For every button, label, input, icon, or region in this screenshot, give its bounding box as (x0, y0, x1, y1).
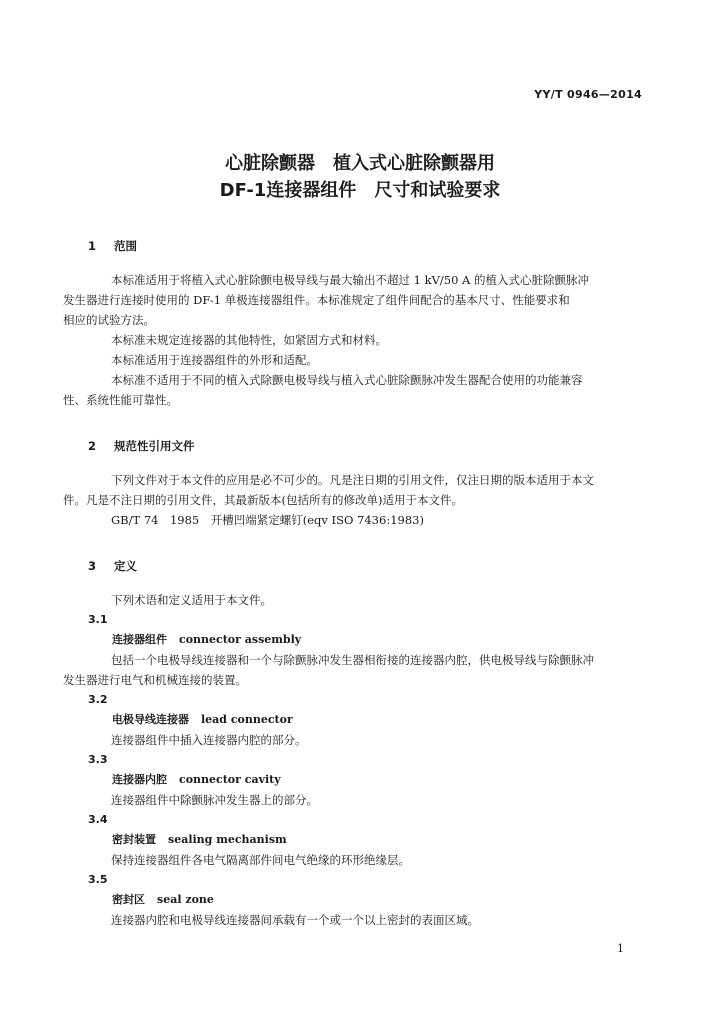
section-title: 规范性引用文件 (114, 439, 195, 453)
term-number: 3.4 (88, 813, 108, 826)
section-number: 2 (88, 439, 97, 453)
term-number: 3.5 (88, 873, 108, 886)
term-en: connector assembly (179, 633, 302, 646)
page-number: 1 (617, 942, 624, 955)
reference-entry: GB/T 74 1985 开槽凹端紧定螺钉(eqv ISO 7436:1983) (111, 513, 424, 527)
definitions-intro: 下列术语和定义适用于本文件。 (111, 593, 272, 607)
term-heading (88, 710, 644, 730)
term-en: sealing mechanism (168, 833, 287, 846)
section-title: 定义 (114, 559, 137, 573)
paragraph-line: 本标准适用于将植入式心脏除颤电极导线与最大输出不超过 1 kV/50 A 的植入式心脏除颤脉冲 (111, 273, 590, 287)
title-line-2: DF-1连接器组件 尺寸和试验要求 (219, 180, 501, 201)
paragraph-line: 本标准未规定连接器的其他特性，如紧固方式和材料。 (111, 333, 387, 347)
term-en: seal zone (157, 893, 214, 906)
term-zh: 电极导线连接器 (112, 713, 189, 726)
term-number: 3.3 (88, 753, 108, 766)
term-zh: 连接器内腔 (112, 773, 167, 786)
section-heading-normative-references (88, 436, 644, 456)
title-line-1: 心脏除颤器 植入式心脏除颤器用 (225, 153, 495, 174)
term-definition: 保持连接器组件各电气隔离部件间电气绝缘的环形绝缘层。 (111, 853, 410, 867)
paragraph-line: 性、系统性能可靠性。 (63, 393, 178, 407)
paragraph-line: 本标准适用于连接器组件的外形和适配。 (111, 353, 318, 367)
standard-code: YY/T 0946—2014 (534, 88, 642, 101)
term-zh: 连接器组件 (112, 633, 167, 646)
paragraph-line: 发生器进行连接时使用的 DF-1 单极连接器组件。本标准规定了组件间配合的基本尺寸、性能要求和 (63, 293, 570, 307)
term-definition: 包括一个电极导线连接器和一个与除颤脉冲发生器相衔接的连接器内腔，供电极导线与除颤脉冲 (111, 653, 594, 667)
term-heading (88, 630, 644, 650)
document-body (63, 236, 644, 930)
section-heading-scope (88, 236, 644, 256)
term-definition: 发生器进行电气和机械连接的装置。 (63, 673, 247, 687)
term-number: 3.2 (88, 693, 108, 706)
term-en: lead connector (201, 713, 293, 726)
term-en: connector cavity (179, 773, 281, 786)
term-number: 3.1 (88, 613, 108, 626)
section-heading-definitions (88, 556, 644, 576)
term-definition: 连接器内腔和电极导线连接器间承载有一个或一个以上密封的表面区域。 (111, 913, 479, 927)
term-heading (88, 830, 644, 850)
section-title: 范围 (114, 239, 137, 253)
term-definition: 连接器组件中插入连接器内腔的部分。 (111, 733, 307, 747)
paragraph-line: 相应的试验方法。 (63, 313, 155, 327)
term-heading (88, 890, 644, 910)
section-number: 3 (88, 559, 97, 573)
term-zh: 密封装置 (112, 833, 156, 846)
term-zh: 密封区 (112, 893, 145, 906)
paragraph-line: 下列文件对于本文件的应用是必不可少的。凡是注日期的引用文件，仅注日期的版本适用于本文 (111, 473, 594, 487)
term-definition: 连接器组件中除颤脉冲发生器上的部分。 (111, 793, 318, 807)
paragraph-line: 件。凡是不注日期的引用文件，其最新版本(包括所有的修改单)适用于本文件。 (63, 493, 463, 507)
term-heading (88, 770, 644, 790)
paragraph-line: 本标准不适用于不同的植入式除颤电极导线与植入式心脏除颤脉冲发生器配合使用的功能兼容 (111, 373, 583, 387)
document-title (0, 150, 720, 204)
section-number: 1 (88, 239, 97, 253)
